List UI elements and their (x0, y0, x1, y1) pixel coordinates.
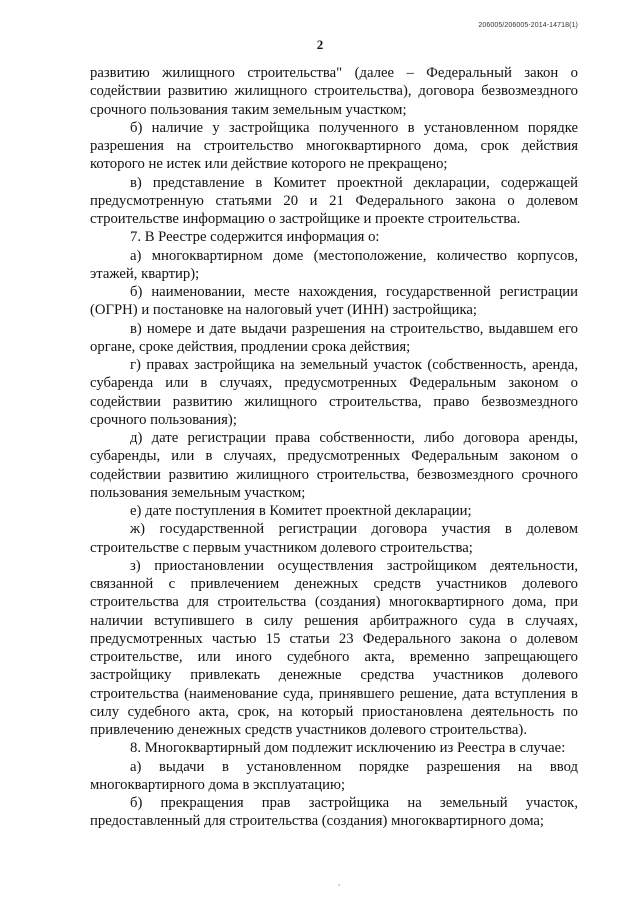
section-7-heading: 7. В Реестре содержится информация о: (130, 229, 380, 246)
paragraph-continuation: развитию жилищного строительства" (далее – Федеральный закон о содействии развитию жилищного строительства), договора безвозмездного срочного пользования таким земельным участком; (90, 65, 578, 118)
scan-speck (338, 884, 340, 886)
section-8-item-b: б) прекращения прав застройщика на земельный участок, предоставленный для строительства (создания) многоквартирного дома; (90, 795, 578, 830)
section-7-item-zh: ж) государственной регистрации договора участия в долевом строительстве с первым участником долевого строительства; (90, 521, 578, 556)
section-7-item-g: г) правах застройщика на земельный участок (собственность, аренда, субаренда или в случаях, предусмотренных Федеральным законом о содействии развитию жилищного строительства, право безвозмездного срочного пользования); (90, 357, 578, 428)
section-7-item-e: е) дате поступления в Комитет проектной декларации; (130, 503, 472, 519)
section-7-item-z: з) приостановлении осуществления застройщиком деятельности, связанной с привлечением денежных средств участников долевого строительства для строительства (создания) многоквартирного дома, при наличии вступившего в силу решения арбитражного суда в случаях, предусмотренных частью 15 статьи 23 Федерального закона о долевом строительстве, или иного судебного акта, временно запрещающего застройщику привлекать денежные средства участников долевого строительства (наименование суда, принявшего решение, дата вступления в силу судебного акта, срок, на который приостановлена деятельность по привлечению денежных средств участников долевого строительства). (90, 557, 578, 738)
section-8-item-a: а) выдачи в установленном порядке разрешения на ввод многоквартирного дома в эксплуатацию; (90, 758, 578, 793)
paragraph-item-b: б) наличие у застройщика полученного в установленном порядке разрешения на строительство многоквартирного дома, срок действия которого не истек или действие которого не прекращено; (90, 119, 578, 173)
document-body (90, 64, 578, 831)
section-8-heading: 8. Многоквартирный дом подлежит исключению из Реестра в случае: (130, 740, 566, 757)
section-7-item-v: в) номере и дате выдачи разрешения на строительство, выдавшем его органе, сроке действия, продлении срока действия; (90, 320, 578, 355)
section-7-item-a: а) многоквартирном доме (местоположение, количество корпусов, этажей, квартир); (90, 247, 578, 282)
page-number: 2 (316, 37, 324, 52)
section-7-item-d: д) дате регистрации права собственности, либо договора аренды, субаренды, или в случаях, предусмотренных Федеральным законом о содействии развитию жилищного строительства, безвозмездного срочного пользования земельным участком; (90, 430, 578, 501)
section-7-item-b: б) наименовании, месте нахождения, государственной регистрации (ОГРН) и постановке на налоговый учет (ИНН) застройщика; (90, 284, 578, 319)
document-code: 206005/206005-2014-14718(1) (478, 22, 578, 29)
paragraph-item-v: в) представление в Комитет проектной декларации, содержащей предусмотренную статьями 20 и 21 Федерального закона о долевом строительстве информацию о застройщике и проекте строительства. (90, 174, 578, 227)
